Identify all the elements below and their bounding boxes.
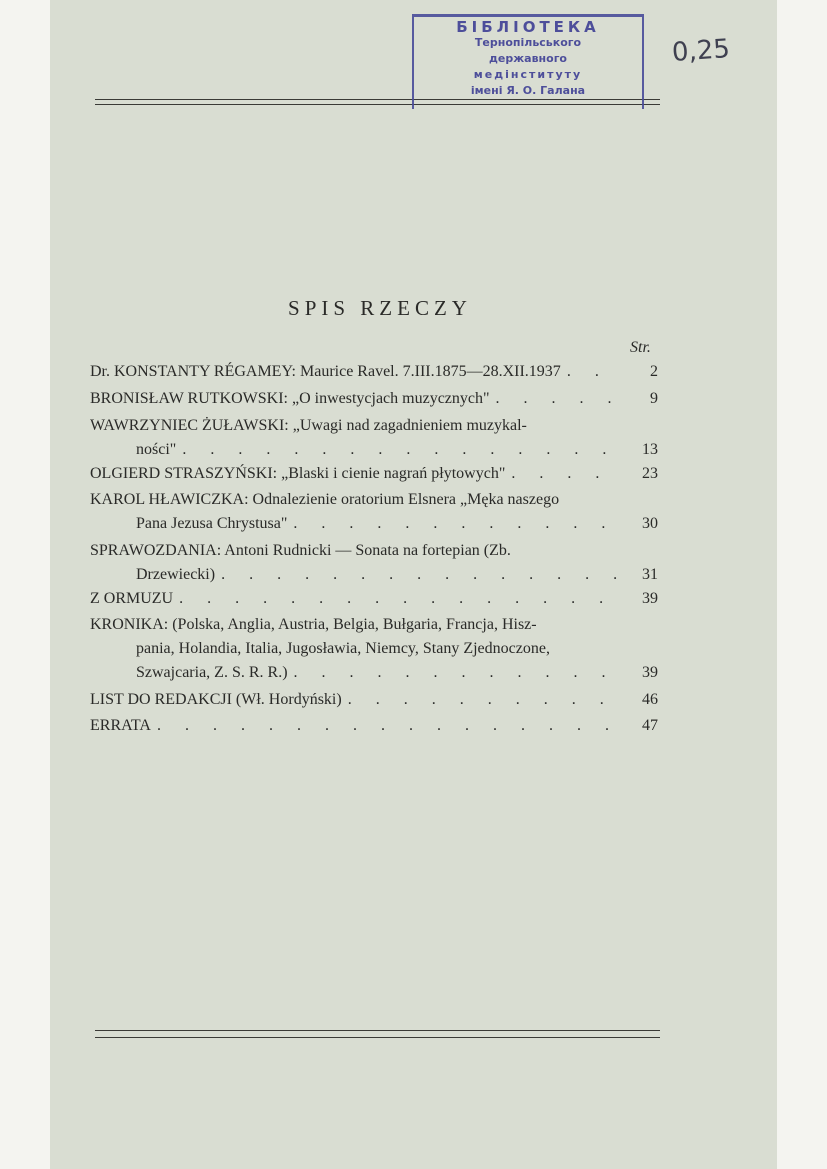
- toc-entry-text: Drzewiecki): [136, 566, 216, 583]
- toc-entry-text: ERRATA: [90, 717, 151, 734]
- stamp-line: БІБЛІОТЕКА: [456, 18, 600, 36]
- stamp-line: державного: [488, 52, 567, 65]
- dot-leader: [221, 563, 622, 587]
- footer-rule-bottom: [95, 1037, 660, 1038]
- library-stamp: [412, 14, 644, 109]
- toc-entry: [90, 360, 658, 384]
- footer-rule-top: [95, 1030, 660, 1031]
- toc-entry: [90, 462, 658, 486]
- toc-page-number: 30: [642, 515, 658, 532]
- toc-page-number: 47: [642, 717, 658, 734]
- toc-entry: [90, 613, 658, 685]
- toc-page-number: 46: [642, 691, 658, 708]
- toc-page-number: 2: [650, 363, 658, 380]
- toc-page-number: 9: [650, 390, 658, 407]
- dot-leader: [294, 661, 622, 685]
- toc-entry-text: Z ORMUZU: [90, 590, 174, 607]
- toc-entry: [90, 688, 658, 712]
- dot-leader: [182, 438, 622, 462]
- toc-entry: [90, 414, 658, 462]
- toc-page-number: 39: [642, 590, 658, 607]
- handwritten-price: 0,25: [671, 34, 731, 68]
- toc-entry: [90, 714, 658, 738]
- page-title: SPIS RZECZY: [288, 296, 472, 320]
- toc-entry-text: OLGIERD STRASZYŃSKI: „Blaski i cienie nagrań płytowych": [90, 465, 506, 482]
- toc-entry-text: Pana Jezusa Chrystusa": [136, 515, 288, 532]
- toc-entry-text: LIST DO REDAKCJI (Wł. Hordyński): [90, 691, 342, 708]
- toc-page-number: 13: [642, 441, 658, 458]
- dot-leader: [179, 587, 622, 611]
- toc-entry-text: KAROL HŁAWICZKA: Odnalezienie oratorium Elsnera „Męka naszego: [90, 491, 560, 508]
- toc-entry-text: WAWRZYNIEC ŻUŁAWSKI: „Uwagi nad zagadnieniem muzykal-: [90, 417, 527, 434]
- toc-page-number: 31: [642, 566, 658, 583]
- toc-entry: [90, 587, 658, 611]
- dot-leader: [511, 462, 622, 486]
- stamp-line: імені Я. О. Галана: [470, 84, 586, 97]
- dot-leader: [496, 387, 622, 411]
- toc-entry: [90, 488, 658, 536]
- dot-leader: [157, 714, 622, 738]
- stamp-line: медінституту: [473, 68, 583, 81]
- toc-page-number: 39: [642, 664, 658, 681]
- dot-leader: [348, 688, 622, 712]
- toc-entry-text: KRONIKA: (Polska, Anglia, Austria, Belgia, Bułgaria, Francja, Hisz-: [90, 616, 537, 633]
- dot-leader: [567, 360, 622, 384]
- dot-leader: [293, 512, 622, 536]
- toc-entry: [90, 539, 658, 587]
- toc-entry-text: Dr. KONSTANTY RÉGAMEY: Maurice Ravel. 7.III.1875—28.XII.1937: [90, 363, 561, 380]
- toc-entry: [90, 387, 658, 411]
- toc-entry-text: pania, Holandia, Italia, Jugosławia, Niemcy, Stany Zjednoczone,: [136, 640, 550, 657]
- table-of-contents: [90, 360, 658, 738]
- toc-entry-text: BRONISŁAW RUTKOWSKI: „O inwestycjach muzycznych": [90, 390, 490, 407]
- stamp-line: Тернопільського: [474, 36, 582, 49]
- toc-entry-text: SPRAWOZDANIA: Antoni Rudnicki — Sonata na fortepian (Zb.: [90, 542, 511, 559]
- page-column-label: Str.: [630, 339, 651, 356]
- toc-entry-text: Szwajcaria, Z. S. R. R.): [136, 664, 288, 681]
- toc-page-number: 23: [642, 465, 658, 482]
- toc-entry-text: ności": [136, 441, 177, 458]
